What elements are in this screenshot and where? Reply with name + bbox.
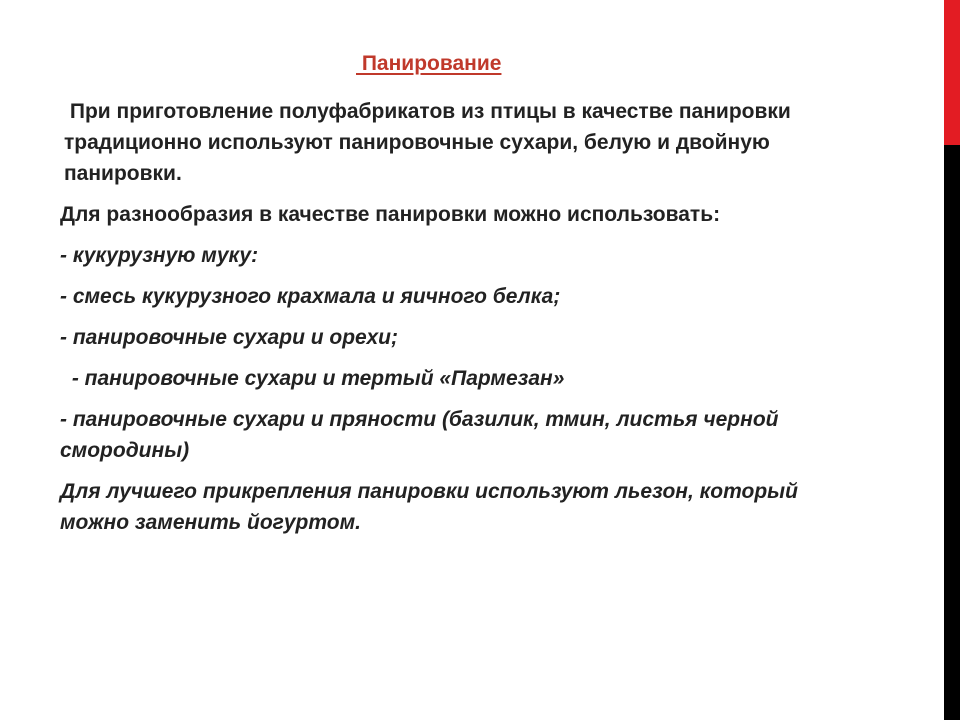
list-item-corn-flour: - кукурузную муку: bbox=[60, 244, 259, 267]
side-accent-bar-red bbox=[944, 0, 960, 145]
paragraph-liaison: Для лучшего прикрепления панировки используют льезон, который можно заменить йогуртом. bbox=[60, 480, 798, 534]
slide-title: Панирование bbox=[356, 52, 502, 75]
slide-body bbox=[60, 96, 820, 548]
list-item-breadcrumbs-spices: - панировочные сухари и пряности (базилик, тмин, листья черной смородины) bbox=[60, 408, 779, 462]
paragraph-variety: Для разнообразия в качестве панировки можно использовать: bbox=[60, 203, 721, 226]
paragraph-intro: При приготовление полуфабрикатов из птицы в качестве панировки традиционно используют панировочные сухари, белую и двойную панировки. bbox=[64, 100, 797, 185]
side-accent-bar-black bbox=[944, 145, 960, 720]
list-item-breadcrumbs-parmesan: - панировочные сухари и тертый «Пармезан» bbox=[66, 367, 565, 390]
list-item-starch-egg-white: - смесь кукурузного крахмала и яичного белка; bbox=[60, 285, 561, 308]
list-item-breadcrumbs-nuts: - панировочные сухари и орехи; bbox=[60, 326, 398, 349]
